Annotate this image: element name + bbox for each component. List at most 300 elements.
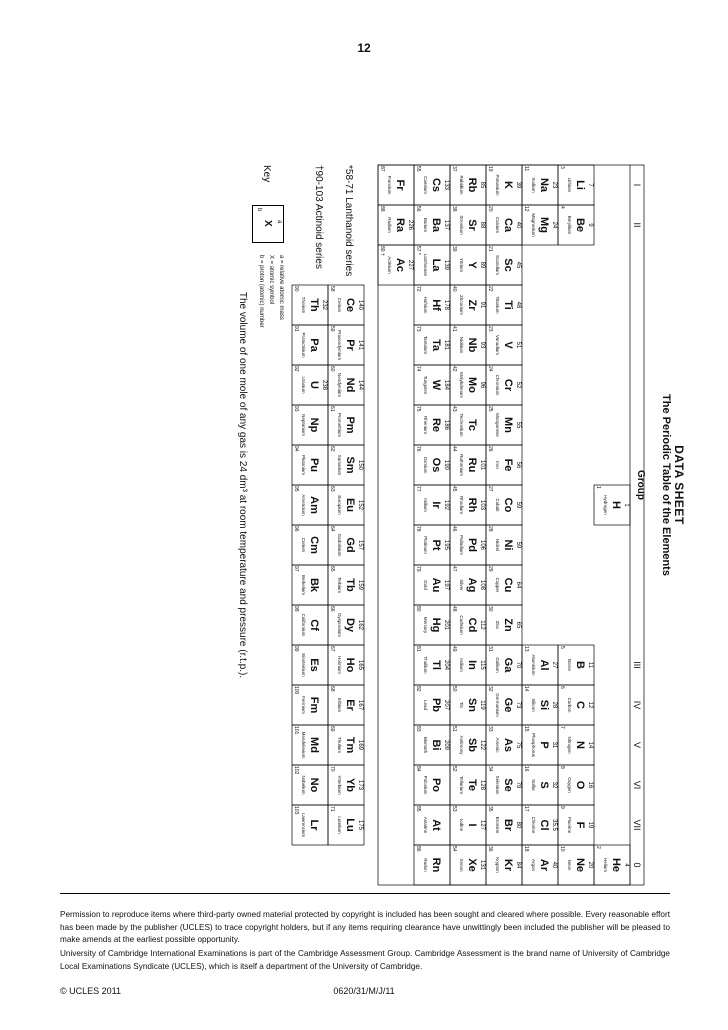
element-mass: 52 [515,381,521,389]
element-number: 32 [487,686,493,692]
element-symbol: Mn [502,417,514,433]
lanthanoid-series-label: *58-71 Lanthanoid series [343,165,354,277]
element-number: 36 [487,846,493,852]
element-number: 79 [415,566,421,572]
element-cell-nb [450,325,486,365]
element-name: Holmium [337,656,342,674]
element-mass: 184 [443,379,449,390]
element-symbol: Nb [466,337,478,353]
element-number: 37 [451,166,457,172]
element-cell-lu [328,805,364,845]
element-mass: 7 [587,183,593,187]
element-cell-cu [486,565,522,605]
element-number: 94 [293,446,299,452]
element-mass: 23 [551,181,557,189]
element-cell-be [558,205,594,245]
element-name: Berkelium [301,574,306,595]
element-number: 27 [487,486,493,492]
element-mass: 173 [357,779,363,790]
element-name: Krypton [495,857,500,873]
element-cell-ho [328,645,364,685]
element-name: Boron [567,658,572,671]
element-name: Promethium [337,412,342,438]
element-mass: 64 [515,581,521,589]
permission-notice: Permission to reproduce items where third-party owned material protected by copyright is included has been sought and cleared where possible. Every reasonable effort has been made by the publisher (UCLES) to trace copyright holders, but if any items requiring clearance have unwittingly been included the publisher will be pleased to make amends at the earliest possible opportunity. [60,910,670,944]
element-symbol: I [466,823,478,827]
element-name: Radium [387,217,392,233]
element-number: 98 [293,606,299,612]
element-mass: 4 [623,863,629,867]
element-mass: 140 [357,299,363,310]
element-cell-pu [292,445,328,485]
element-symbol: Tb [344,578,356,592]
element-number: 33 [487,726,493,732]
element-mass: 39 [515,181,521,189]
element-name: Plutonium [301,454,306,475]
element-cell-b [558,645,594,685]
element-symbol: Re [430,417,442,433]
element-symbol: Sr [466,219,478,231]
element-number: 28 [487,526,493,532]
element-number: 88 [379,206,385,212]
element-number: 2 [595,846,601,849]
key-x-symbol: X [262,220,273,227]
element-number: 41 [451,326,457,332]
element-cell-os [414,445,450,485]
element-name: Gold [423,580,428,590]
element-cell-la [414,245,450,285]
element-name: Iridium [423,498,428,512]
element-mass: 101 [479,459,485,470]
element-number: 44 [451,446,457,452]
element-cell-gd [328,525,364,565]
element-number: 54 [451,846,457,852]
element-cell-tl [414,645,450,685]
element-cell-o [558,765,594,805]
element-symbol: Ni [502,539,514,551]
element-symbol: Cl [538,819,550,831]
element-name: Niobium [459,336,464,354]
element-symbol: Ho [344,657,356,673]
element-name: Fluorine [567,816,572,834]
element-name: Francium [387,175,392,195]
element-number: 42 [451,366,457,372]
element-symbol: Xe [466,858,478,872]
element-cell-cr [486,365,522,405]
element-mass: 175 [357,819,363,830]
element-number: 25 [487,406,493,412]
element-number: 31 [487,646,493,652]
element-number: 69 [329,726,335,732]
element-symbol: B [574,661,586,669]
element-mass: 28 [551,701,557,709]
element-number: 34 [487,766,493,772]
element-cell-k [486,165,522,205]
element-mass: 144 [357,379,363,390]
element-mass: 162 [357,619,363,630]
element-name: Manganese [495,413,500,437]
element-number: 78 [415,526,421,532]
element-name: Vanadium [495,335,500,355]
periodic-table-sheet [60,75,690,895]
element-cell-ce [328,285,364,325]
element-symbol: Se [502,778,514,792]
element-mass: 209 [443,739,449,750]
element-mass: 238 [321,379,327,390]
element-mass: 169 [357,739,363,750]
element-number: 24 [487,366,493,372]
element-name: Terbium [337,576,342,593]
element-number: 5 [559,646,565,649]
element-mass: 55 [515,421,521,429]
element-number: 48 [451,606,457,612]
element-name: Potassium [495,174,500,196]
element-name: Lanthanum [423,253,428,277]
element-number: 49 [451,646,457,652]
element-number: 9 [559,806,565,809]
element-cell-s [522,765,558,805]
element-name: Erbium [337,697,342,713]
element-number: 60 [329,366,335,372]
key-x-description: X = atomic symbol [268,255,274,305]
element-cell-ac [378,245,414,285]
element-name: Neodymium [337,372,342,397]
element-cell-al [522,645,558,685]
element-mass: 197 [443,579,449,590]
element-number: 64 [329,526,335,532]
group-label-vii: VII [632,819,642,831]
element-cell-co [486,485,522,525]
element-symbol: W [430,379,442,391]
element-symbol: Tc [466,418,478,432]
element-name: Iron [495,461,500,469]
element-number: 40 [451,286,457,292]
element-mass: 157 [357,539,363,550]
element-name: Tungsten [423,375,428,395]
element-name: Molybdenum [459,372,464,398]
element-mass: 1 [623,503,629,507]
element-number: 77 [415,486,421,492]
element-mass: 141 [357,339,363,350]
element-cell-h [594,485,630,525]
element-mass: 232 [321,299,327,310]
element-mass: 35.5 [551,819,557,831]
element-number: 65 [329,566,335,572]
element-mass: 65 [515,621,521,629]
element-mass: 152 [357,499,363,510]
element-cell-ir [414,485,450,525]
element-name: Cerium [337,297,342,313]
element-symbol: Na [538,177,550,193]
element-name: Zinc [495,620,500,630]
group-label-0: 0 [632,862,642,868]
element-mass: 227 [407,259,413,270]
element-symbol: Mg [538,217,550,233]
element-cell-cf [292,605,328,645]
element-mass: 119 [479,700,485,710]
element-name: Gadolinium [337,533,342,557]
element-cell-ga [486,645,522,685]
element-mass: 11 [587,661,593,669]
element-symbol: Pr [344,339,356,351]
element-name: Hydrogen [603,495,608,515]
ucles-notice: University of Cambridge International Examinations is part of the Cambridge Assessment Group. Cambridge Assessment is the brand name of University of Cambridge Local Examinations Syndicate (UCLES), which is itself a department of the University of Cambridge. [60,949,670,971]
element-mass: 31 [551,741,557,749]
element-symbol: Br [502,818,514,832]
element-name: Rhodium [459,495,464,514]
element-symbol: K [502,181,514,189]
element-name: Thorium [301,296,306,314]
element-cell-tm [328,725,364,765]
element-symbol: Ti [502,300,514,310]
element-name: Nickel [495,538,500,552]
element-cell-at [414,805,450,845]
group-label-vi: VI [632,780,642,790]
element-symbol: Pb [430,697,442,713]
element-cell-v [486,325,522,365]
element-mass: 19 [587,821,593,829]
element-name: Mendelevium [301,731,306,759]
element-name: Neon [567,859,572,871]
element-name: Lead [423,699,428,710]
element-number: 39 [451,246,457,252]
element-number: 19 [487,166,493,172]
element-symbol: U [308,381,320,389]
element-number: 101 [293,726,299,735]
sheet-subtitle: The Periodic Table of the Elements [660,394,672,576]
element-name: Arsenic [495,737,500,753]
key-box [252,205,284,243]
element-name: Silicon [531,698,536,712]
element-symbol: Ag [466,577,478,593]
element-name: Americium [301,494,306,516]
element-cell-fr [378,165,414,205]
element-mass: 201 [443,619,449,630]
element-symbol: Cr [502,378,514,392]
element-mass: 133 [443,179,449,190]
element-name: Polonium [423,775,428,795]
element-cell-pa [292,325,328,365]
element-number: 103 [293,806,299,815]
element-cell-ne [558,845,594,885]
element-mass: 51 [515,341,521,349]
element-cell-ru [450,445,486,485]
element-cell-fm [292,685,328,725]
element-number: 53 [451,806,457,812]
element-number: 90 [293,286,299,292]
group-label-iv: IV [632,700,642,710]
element-name: Cobalt [495,498,500,512]
element-cell-pd [450,525,486,565]
element-cell-sb [450,725,486,765]
element-mass: 165 [357,659,363,670]
element-cell-ar [522,845,558,885]
element-mass: 192 [443,499,449,510]
element-symbol: Gd [344,537,356,553]
element-mass: 122 [479,739,485,750]
element-cell-ta [414,325,450,365]
element-number: 68 [329,686,335,692]
element-name: Samarium [337,454,342,476]
element-number: 46 [451,526,457,532]
paper-code: 0620/31/M/J/11 [333,986,395,996]
element-number: 21 [487,246,493,252]
element-name: Strontium [459,215,464,235]
element-number: 43 [451,406,457,412]
element-name: Ruthenium [459,454,464,476]
element-cell-li [558,165,594,205]
element-name: Cadmium [459,615,464,635]
element-cell-kr [486,845,522,885]
element-name: Copper [495,577,500,593]
element-symbol: Kr [502,858,514,872]
element-name: Carbon [567,697,572,713]
element-symbol: O [574,780,586,790]
element-mass: 178 [443,299,449,310]
element-symbol: Li [574,180,586,190]
element-number: 70 [329,766,335,772]
element-symbol: Mo [466,377,478,393]
element-number: 22 [487,286,493,292]
element-symbol: Ce [344,297,356,313]
element-mass: 32 [551,781,557,789]
element-cell-es [292,645,328,685]
element-name: Oxygen [567,777,572,793]
element-cell-ni [486,525,522,565]
element-cell-as [486,725,522,765]
element-symbol: Md [308,737,320,753]
element-symbol: Cf [308,619,320,631]
element-number: 93 [293,406,299,412]
element-symbol: Tl [430,660,442,670]
element-name: Bromine [495,816,500,834]
element-symbol: Eu [344,497,356,513]
element-name: Caesium [423,176,428,194]
key-a-symbol: a [276,220,282,224]
element-mass: 70 [515,661,521,669]
element-cell-cd [450,605,486,645]
element-cell-si [522,685,558,725]
element-name: Uranium [301,376,306,394]
element-cell-xe [450,845,486,885]
element-mass: 127 [479,819,485,830]
element-mass: 48 [515,301,521,309]
element-mass: 9 [587,223,593,227]
element-number: 55 [415,166,421,172]
element-number: 58 [329,286,335,292]
element-cell-te [450,765,486,805]
element-symbol: He [610,857,622,873]
element-name: Actinium [387,256,392,274]
element-name: Hafnium [423,296,428,314]
element-cell-p [522,725,558,765]
element-mass: 56 [515,461,521,469]
element-name: Chlorine [531,816,536,834]
element-name: Phosphorus [531,732,536,758]
element-cell-sc [486,245,522,285]
element-symbol: Zn [502,618,514,632]
element-symbol: Yb [344,777,356,793]
element-symbol: Nd [344,377,356,393]
element-number: 13 [523,646,529,652]
element-name: Aluminium [531,654,536,676]
element-symbol: As [502,737,514,753]
element-name: Protactinium [301,332,306,358]
element-number: 10 [559,846,565,852]
element-cell-er [328,685,364,725]
key-b-description: b = proton (atomic) number [258,255,264,328]
element-mass: 93 [479,341,485,349]
element-name: Palladium [459,535,464,555]
element-number: 1 [595,486,601,489]
element-symbol: In [466,660,478,670]
element-mass: 59 [515,501,521,509]
element-cell-ba [414,205,450,245]
element-cell-se [486,765,522,805]
element-mass: 226 [407,219,413,230]
element-mass: 91 [479,301,485,309]
element-cell-lr [292,805,328,845]
element-mass: 45 [515,261,521,269]
element-symbol: Sb [466,737,478,753]
gas-volume-note: The volume of one mole of any gas is 24 dm³ at room temperature and pressure (r.t.p.). [237,291,248,679]
element-symbol: Hf [430,299,442,311]
element-mass: 27 [551,661,557,669]
element-number: 99 [293,646,299,652]
element-symbol: Ga [502,657,514,673]
element-cell-pb [414,685,450,725]
element-symbol: Sc [502,258,514,272]
element-symbol: Ir [430,501,442,509]
element-mass: 190 [443,459,449,470]
element-mass: 40 [515,221,521,229]
element-symbol: La [430,258,442,272]
element-cell-yb [328,765,364,805]
element-number: 17 [523,806,529,812]
element-name: Titanium [495,296,500,314]
element-name: Xenon [459,858,464,872]
element-number: 72 [415,286,421,292]
element-symbol: H [610,501,622,509]
element-number: 96 [293,526,299,532]
element-number: 38 [451,206,457,212]
element-symbol: Cm [308,536,320,554]
element-name: Thallium [423,656,428,674]
element-mass: 137 [443,219,449,230]
element-cell-c [558,685,594,725]
element-symbol: Er [344,699,356,711]
element-mass: 115 [479,660,485,670]
element-name: Lutetium [337,816,342,834]
group-label-ii: II [632,222,642,228]
element-cell-ca [486,205,522,245]
element-number: 16 [523,766,529,772]
element-cell-zn [486,605,522,645]
element-name: Fermium [301,696,306,714]
element-name: Indium [459,658,464,672]
element-number: 92 [293,366,299,372]
element-mass: 79 [515,781,521,789]
element-number: 7 [559,726,565,729]
element-symbol: Ac [394,257,406,273]
element-mass: 84 [515,861,521,869]
element-name: Helium [603,857,608,872]
element-name: Technetium [459,413,464,437]
group-label-iii: III [632,661,642,669]
element-symbol: Rh [466,497,478,513]
element-cell-ge [486,685,522,725]
element-mass: 96 [479,381,485,389]
